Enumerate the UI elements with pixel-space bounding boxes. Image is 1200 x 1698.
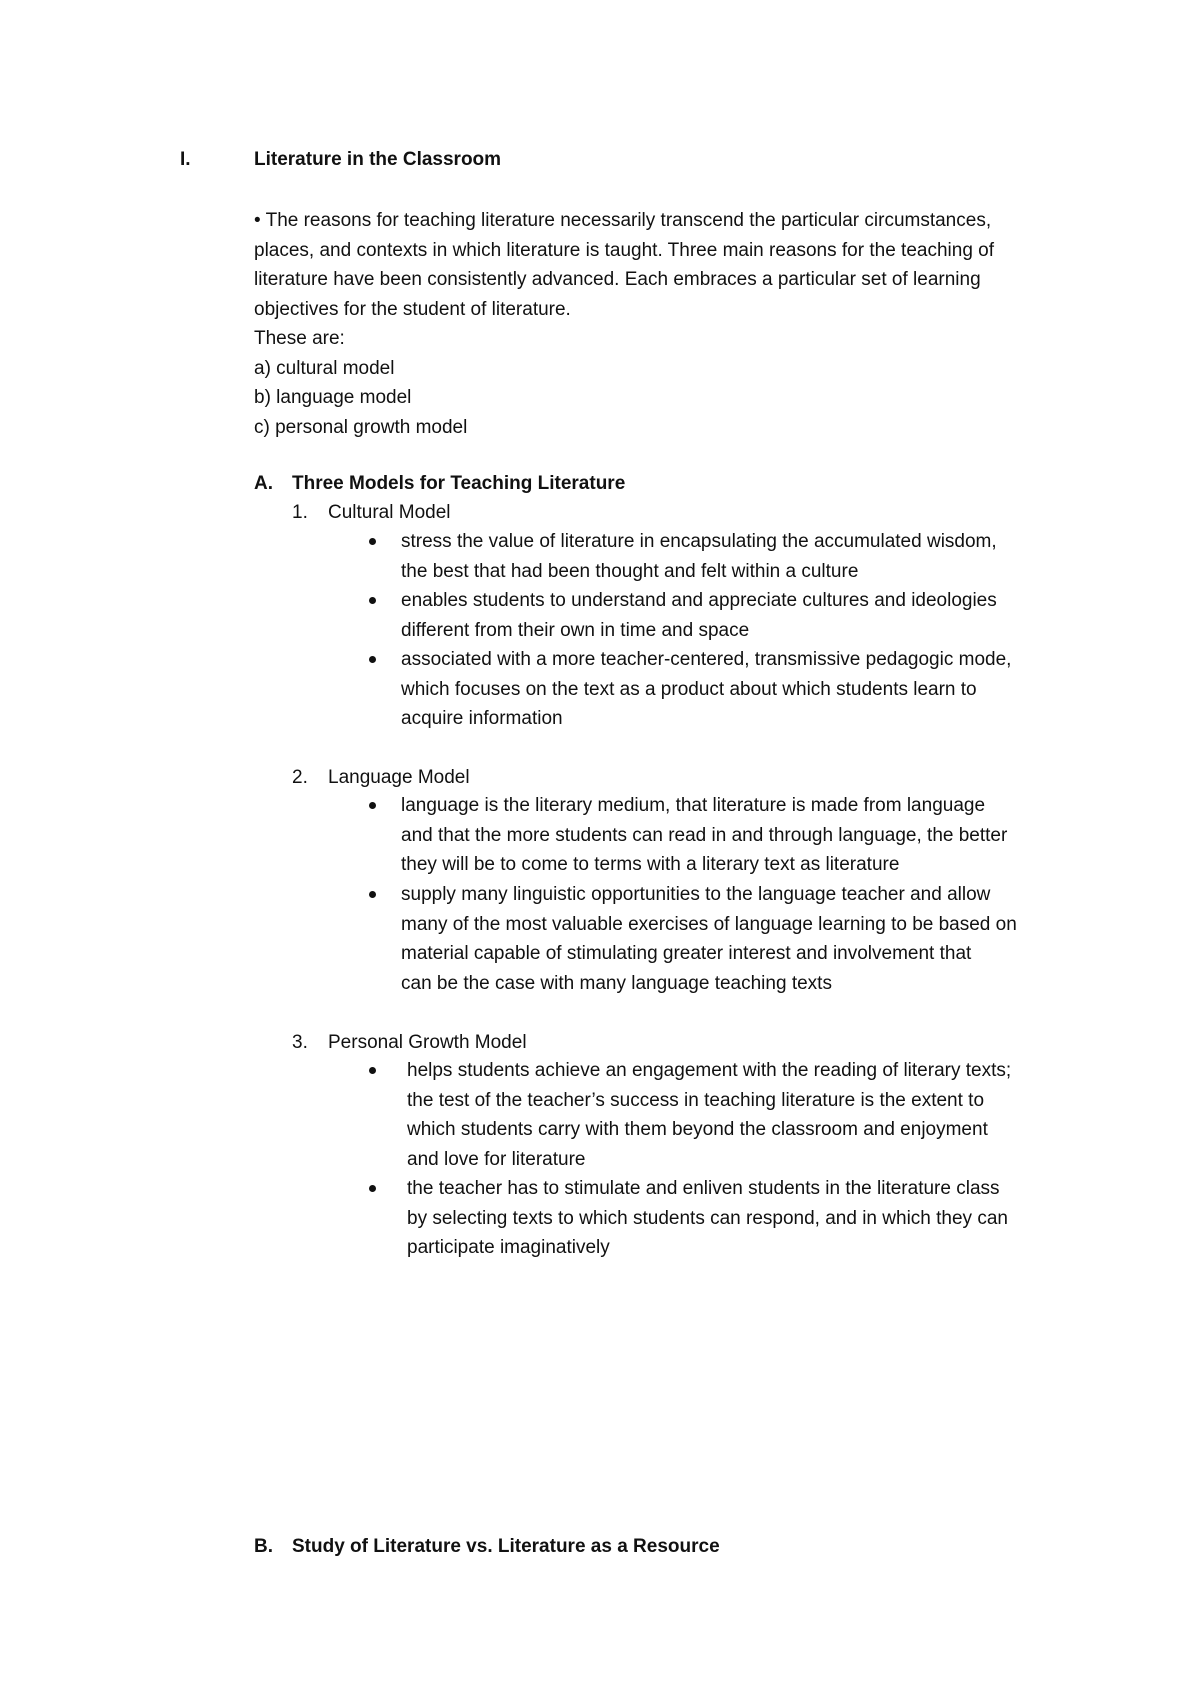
bullet-icon <box>369 1067 376 1074</box>
intro-line: b) language model <box>254 387 412 408</box>
model-2-name: Language Model <box>328 767 470 788</box>
intro-line: objectives for the student of literature. <box>254 298 571 320</box>
section-number: I. <box>180 149 191 170</box>
intro-line: These are: <box>254 328 345 349</box>
model-3-name: Personal Growth Model <box>328 1032 527 1053</box>
bullet-icon <box>369 538 376 545</box>
bullet-line: which focuses on the text as a product about which students learn to <box>401 678 977 700</box>
bullet-line: stress the value of literature in encapsulating the accumulated wisdom, <box>401 531 997 552</box>
bullet-icon <box>369 802 376 809</box>
model-1-bullet-2 <box>401 586 997 645</box>
bullet-line: by selecting texts to which students can respond, and in which they can <box>407 1207 1008 1229</box>
subsection-a-title: Three Models for Teaching Literature <box>292 473 626 494</box>
bullet-line: which students carry with them beyond the classroom and enjoyment <box>407 1119 988 1140</box>
subsection-b-title: Study of Literature vs. Literature as a Resource <box>292 1536 720 1557</box>
model-2-bullet-1 <box>401 791 1007 880</box>
model-1-bullet-3 <box>401 645 1011 734</box>
intro-line: a) cultural model <box>254 357 395 379</box>
model-2-number: 2. <box>292 767 308 788</box>
bullet-line: material capable of stimulating greater interest and involvement that <box>401 943 972 964</box>
model-3-bullet-1 <box>407 1056 1011 1174</box>
bullet-icon <box>369 891 376 898</box>
bullet-line: enables students to understand and appreciate cultures and ideologies <box>401 590 997 611</box>
section-title: Literature in the Classroom <box>254 149 502 170</box>
bullet-line: language is the literary medium, that literature is made from language <box>401 795 986 816</box>
subsection-b-letter: B. <box>254 1536 273 1557</box>
intro-paragraph <box>254 206 1114 442</box>
bullet-icon <box>369 597 376 604</box>
intro-line: • The reasons for teaching literature necessarily transcend the particular circumstances, <box>254 210 992 231</box>
bullet-line: participate imaginatively <box>407 1237 610 1258</box>
intro-line: literature have been consistently advanced. Each embraces a particular set of learning <box>254 269 981 290</box>
intro-line: places, and contexts in which literature is taught. Three main reasons for the teaching of <box>254 239 995 261</box>
bullet-line: acquire information <box>401 708 563 729</box>
bullet-line: can be the case with many language teaching texts <box>401 972 832 994</box>
subsection-a-letter: A. <box>254 473 273 494</box>
bullet-line: helps students achieve an engagement with the reading of literary texts; <box>407 1060 1012 1081</box>
bullet-line: the best that had been thought and felt within a culture <box>401 560 859 582</box>
model-1-bullet-1 <box>401 527 997 586</box>
model-3-bullet-2 <box>407 1174 1008 1263</box>
model-3-number: 3. <box>292 1032 308 1053</box>
intro-line: c) personal growth model <box>254 416 468 438</box>
model-2-bullet-2 <box>401 880 1017 998</box>
bullet-line: many of the most valuable exercises of language learning to be based on <box>401 913 1017 935</box>
bullet-line: and that the more students can read in and through language, the better <box>401 824 1008 846</box>
model-1-name: Cultural Model <box>328 502 451 523</box>
bullet-line: the teacher has to stimulate and enliven students in the literature class <box>407 1178 1000 1199</box>
bullet-line: and love for literature <box>407 1148 586 1170</box>
bullet-icon <box>369 656 376 663</box>
bullet-line: different from their own in time and space <box>401 619 750 641</box>
model-1-number: 1. <box>292 502 308 523</box>
bullet-line: they will be to come to terms with a literary text as literature <box>401 854 900 875</box>
bullet-line: supply many linguistic opportunities to the language teacher and allow <box>401 884 991 905</box>
bullet-line: associated with a more teacher-centered, transmissive pedagogic mode, <box>401 649 1012 670</box>
bullet-line: the test of the teacher’s success in teaching literature is the extent to <box>407 1089 985 1111</box>
bullet-icon <box>369 1185 376 1192</box>
